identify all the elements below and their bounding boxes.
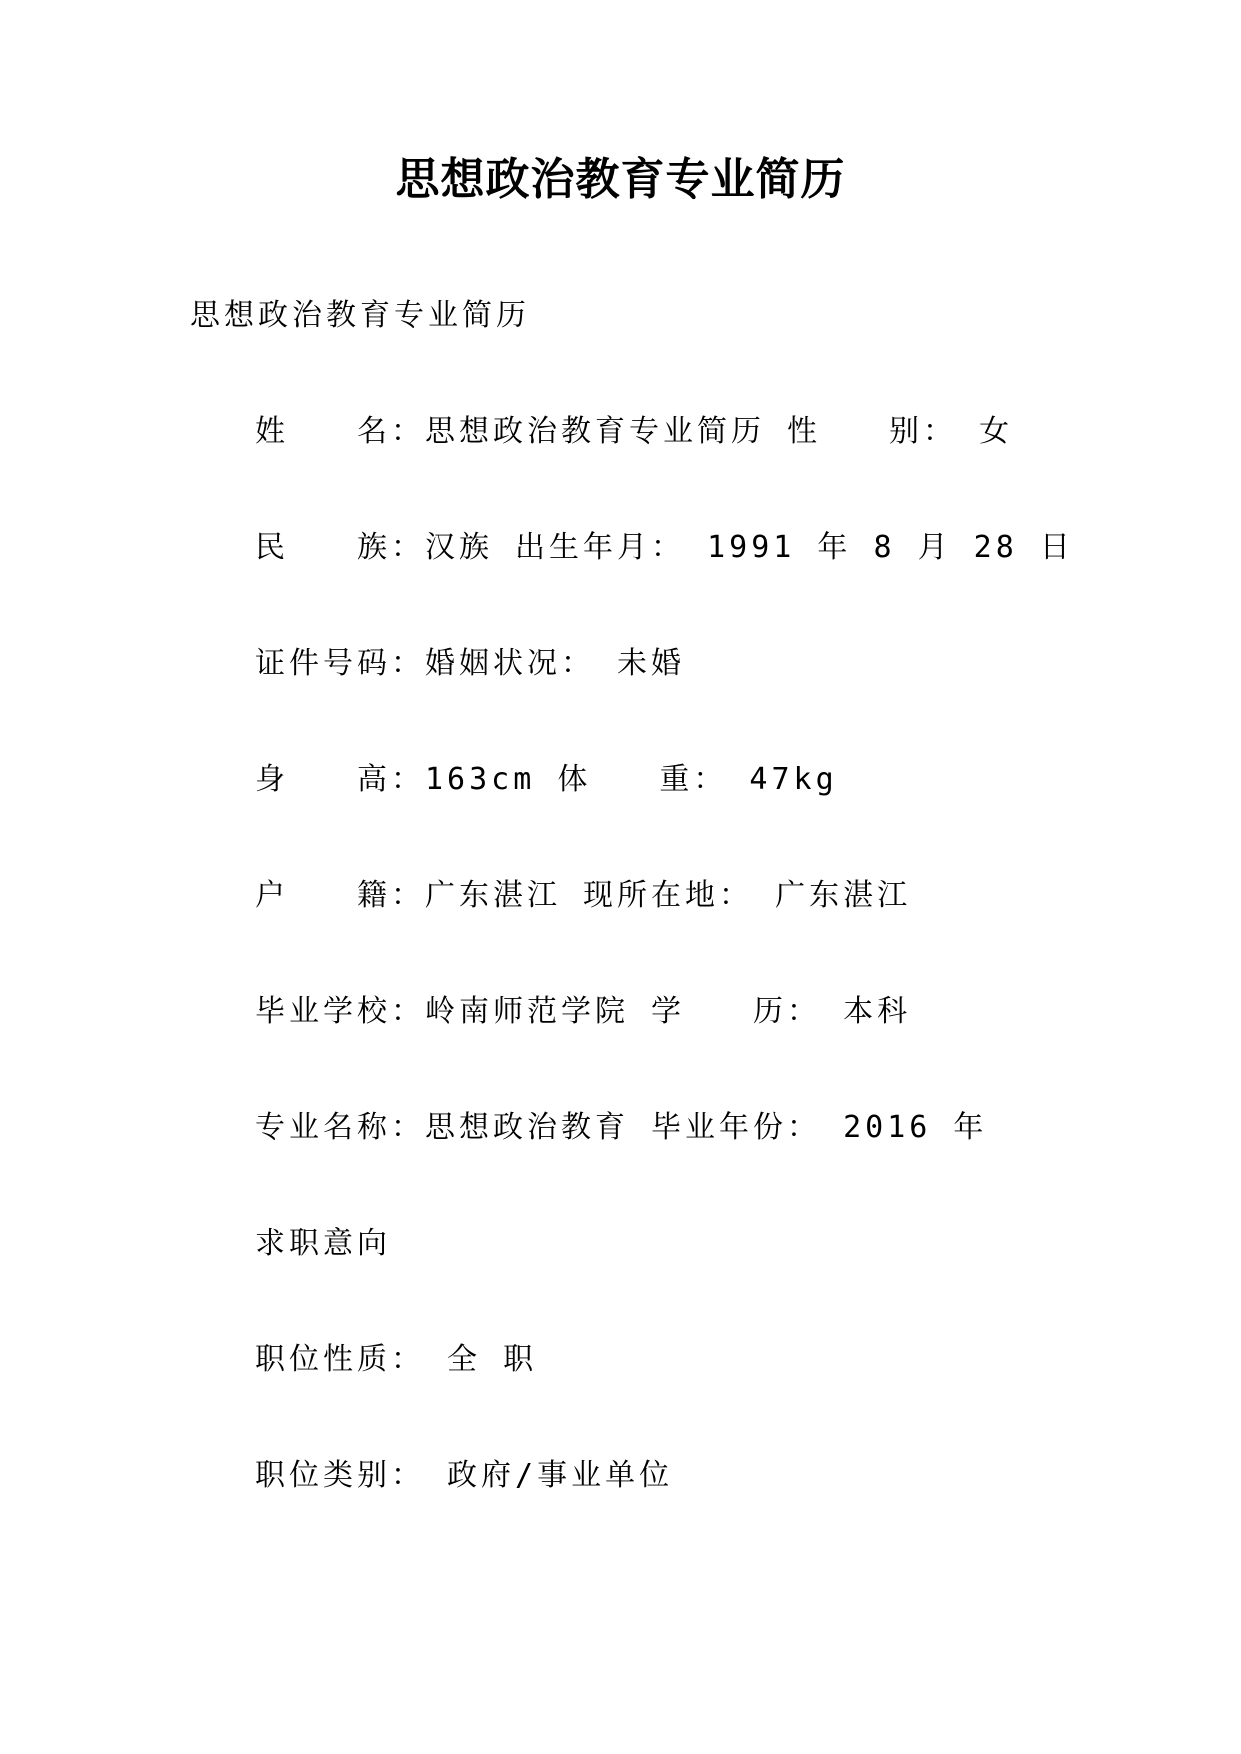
line-job-nature: 职位性质： 全 职: [255, 1342, 538, 1377]
line-id-marital: 证件号码：婚姻状况： 未婚: [255, 646, 686, 681]
line-major-year: 专业名称：思想政治教育 毕业年份： 2016 年: [255, 1110, 988, 1145]
line-school-degree: 毕业学校：岭南师范学院 学 历： 本科: [255, 994, 912, 1029]
section-job-intention: 求职意向: [255, 1226, 391, 1261]
document-subtitle: 思想政治教育专业简历: [190, 298, 530, 333]
line-ethnicity-birth: 民 族：汉族 出生年月： 1991 年 8 月 28 日: [255, 530, 1074, 565]
line-name-gender: 姓 名：思想政治教育专业简历 性 别： 女: [255, 414, 1014, 449]
line-hukou-location: 户 籍：广东湛江 现所在地： 广东湛江: [255, 878, 912, 913]
document-title: 思想政治教育专业简历: [395, 154, 846, 205]
line-job-category: 职位类别： 政府/事业单位: [255, 1458, 674, 1493]
line-height-weight: 身 高：163cm 体 重： 47kg: [255, 762, 838, 797]
